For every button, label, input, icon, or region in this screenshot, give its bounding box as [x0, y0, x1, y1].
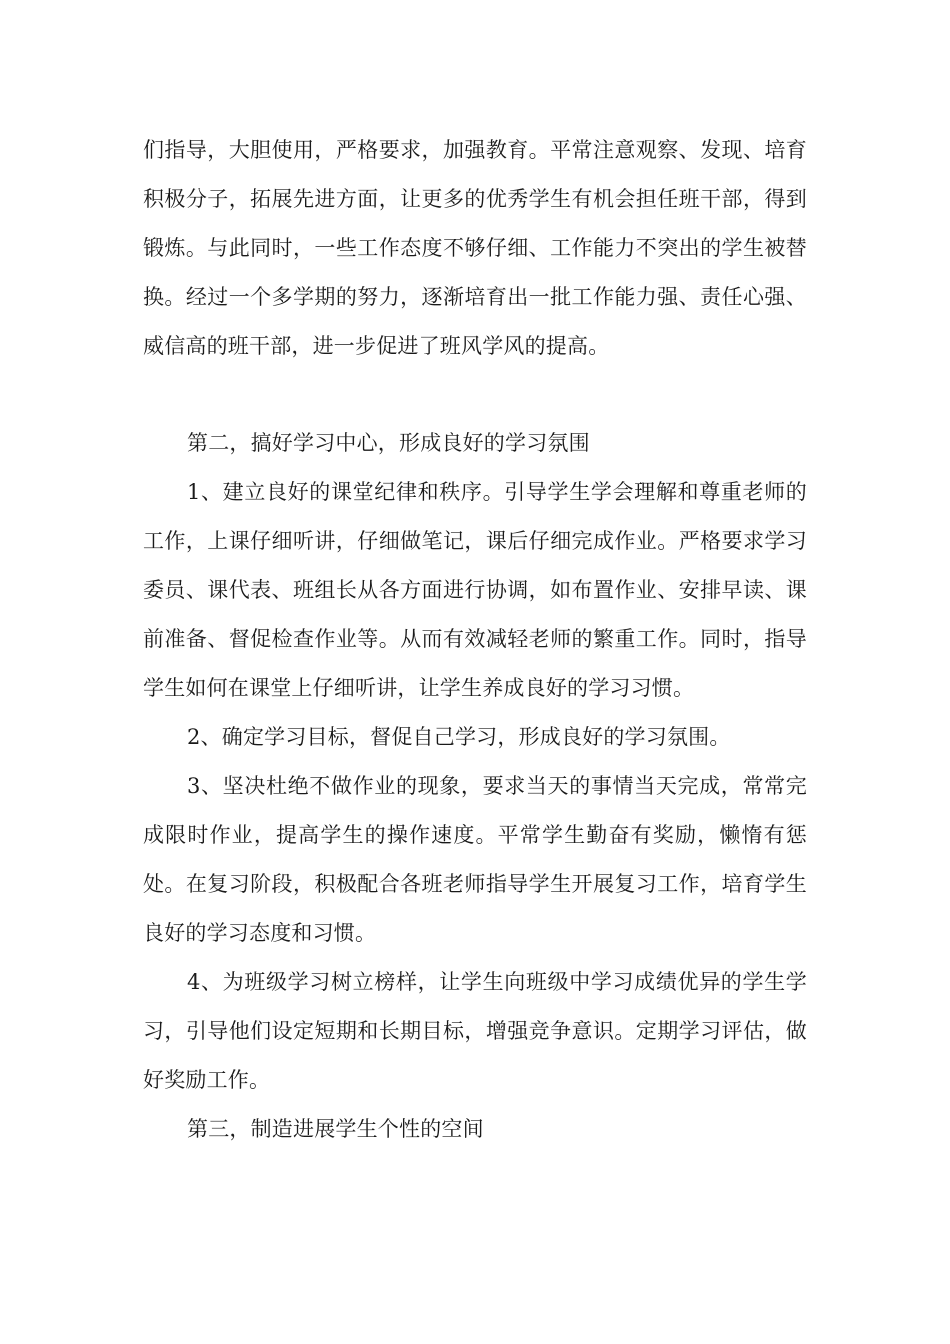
paragraph-item-4: 4、为班级学习树立榜样，让学生向班级中学习成绩优异的学生学习，引导他们设定短期和长期目标，增强竞争意识。定期学习评估，做好奖励工作。: [143, 970, 807, 1092]
paragraph-item-1: 1、建立良好的课堂纪律和秩序。引导学生学会理解和尊重老师的工作，上课仔细听讲，仔细做笔记，课后仔细完成作业。严格要求学习委员、课代表、班组长从各方面进行协调，如布置作业、安排早读、课前准备、督促检查作业等。从而有效减轻老师的繁重工作。同时，指导学生如何在课堂上仔细听讲，让学生养成良好的学习习惯。: [143, 480, 807, 700]
paragraph-gap: [143, 371, 807, 419]
document-body: [143, 126, 807, 1154]
section-heading-second: 第二，搞好学习中心，形成良好的学习氛围: [187, 431, 590, 455]
paragraph-item-2: 2、确定学习目标，督促自己学习，形成良好的学习氛围。: [187, 725, 731, 749]
paragraph-item-3: 3、坚决杜绝不做作业的现象，要求当天的事情当天完成，常常完成限时作业，提高学生的操作速度。平常学生勤奋有奖励，懒惰有惩处。在复习阶段，积极配合各班老师指导学生开展复习工作，培育学生良好的学习态度和习惯。: [143, 774, 807, 945]
paragraph-continuation: 们指导，大胆使用，严格要求，加强教育。平常注意观察、发现、培育积极分子，拓展先进方面，让更多的优秀学生有机会担任班干部，得到锻炼。与此同时，一些工作态度不够仔细、工作能力不突出的学生被替换。经过一个多学期的努力，逐渐培育出一批工作能力强、责任心强、威信高的班干部，进一步促进了班风学风的提高。: [143, 138, 807, 358]
section-heading-third: 第三，制造进展学生个性的空间: [187, 1117, 484, 1141]
